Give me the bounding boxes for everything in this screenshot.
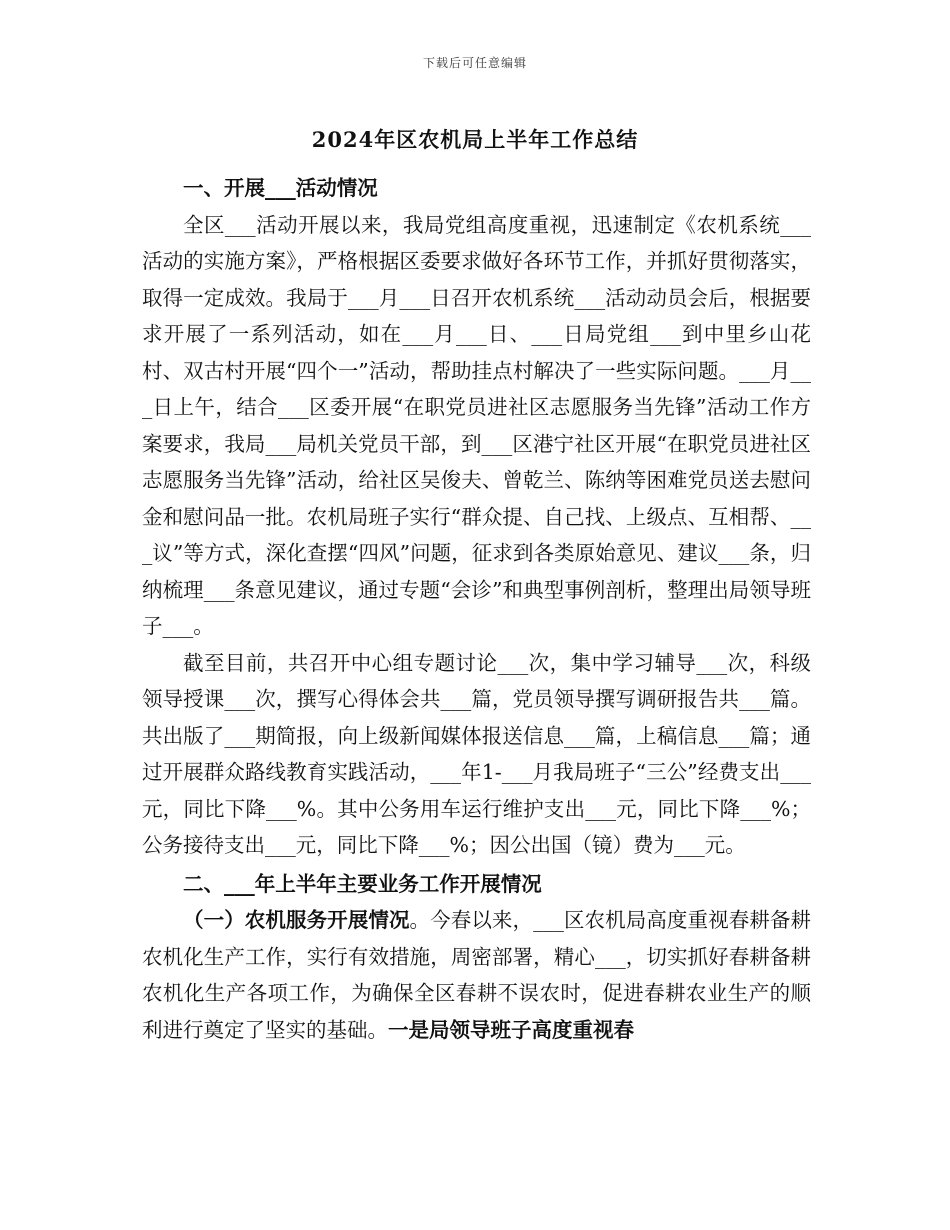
- section-1-paragraph-1: 全区___活动开展以来，我局党组高度重视，迅速制定《农机系统___活动的实施方案》，严格根据区委要求做好各环节工作，并抓好贯彻落实，取得一定成效。我局于___月___日召开农机系统___活动动员会后，根据要求开展了一系列活动，如在___月___日、___日局党组___到中里乡山花村、双古村开展“四个一”活动，帮助挂点村解决了一些实际问题。___月___日上午，结合___区委开展“在职党员进社区志愿服务当先锋”活动工作方案要求，我局___局机关党员干部，到___区港宁社区开展“在职党员进社区志愿服务当先锋”活动，给社区吴俊夫、曾乾兰、陈纳等困难党员送去慰问金和慰问品一批。农机局班子实行“群众提、自己找、上级点、互相帮、___议”等方式，深化查摆“四风”问题，征求到各类原始意见、建议___条，归纳梳理___条意见建议，通过专题“会诊”和典型事例剖析，整理出局领导班子___。: [142, 212, 811, 638]
- subsection-1-text: 。今春以来，___区农机局高度重视春耕备耕农机化生产工作，实行有效措施，周密部署，精心___，切实抓好春耕备耕农机化生产各项工作，为确保全区春耕不误农时，促进春耕农业生产的顺利进行奠定了坚实的基础。: [142, 908, 812, 1042]
- header-note: 下载后可任意编辑: [422, 56, 527, 70]
- section-1-paragraph-2: 截至目前，共召开中心组专题讨论___次，集中学习辅导___次，科级领导授课___次，撰写心得体会共___篇，党员领导撰写调研报告共___篇。共出版了___期简报，向上级新闻媒体报送信息___篇，上稿信息___篇；通过开展群众路线教育实践活动，___年1-___月我局班子“三公”经费支出___元，同比下降___%。其中公务用车运行维护支出___元，同比下降___%；公务接待支出___元，同比下降___%；因公出国（镜）费为___元。: [142, 650, 811, 857]
- subsection-1-title: （一）农机服务开展情况: [183, 908, 410, 932]
- subsection-1-point-1: 一是局领导班子高度重视春: [388, 1017, 634, 1042]
- section-2-heading: 二、___年上半年主要业务工作开展情况: [183, 871, 542, 896]
- document-body: [142, 170, 811, 1048]
- document-title: 2024年区农机局上半年工作总结: [311, 127, 639, 152]
- section-1-heading: 一、开展___活动情况: [183, 176, 378, 200]
- section-2-paragraph-1: [142, 902, 811, 1048]
